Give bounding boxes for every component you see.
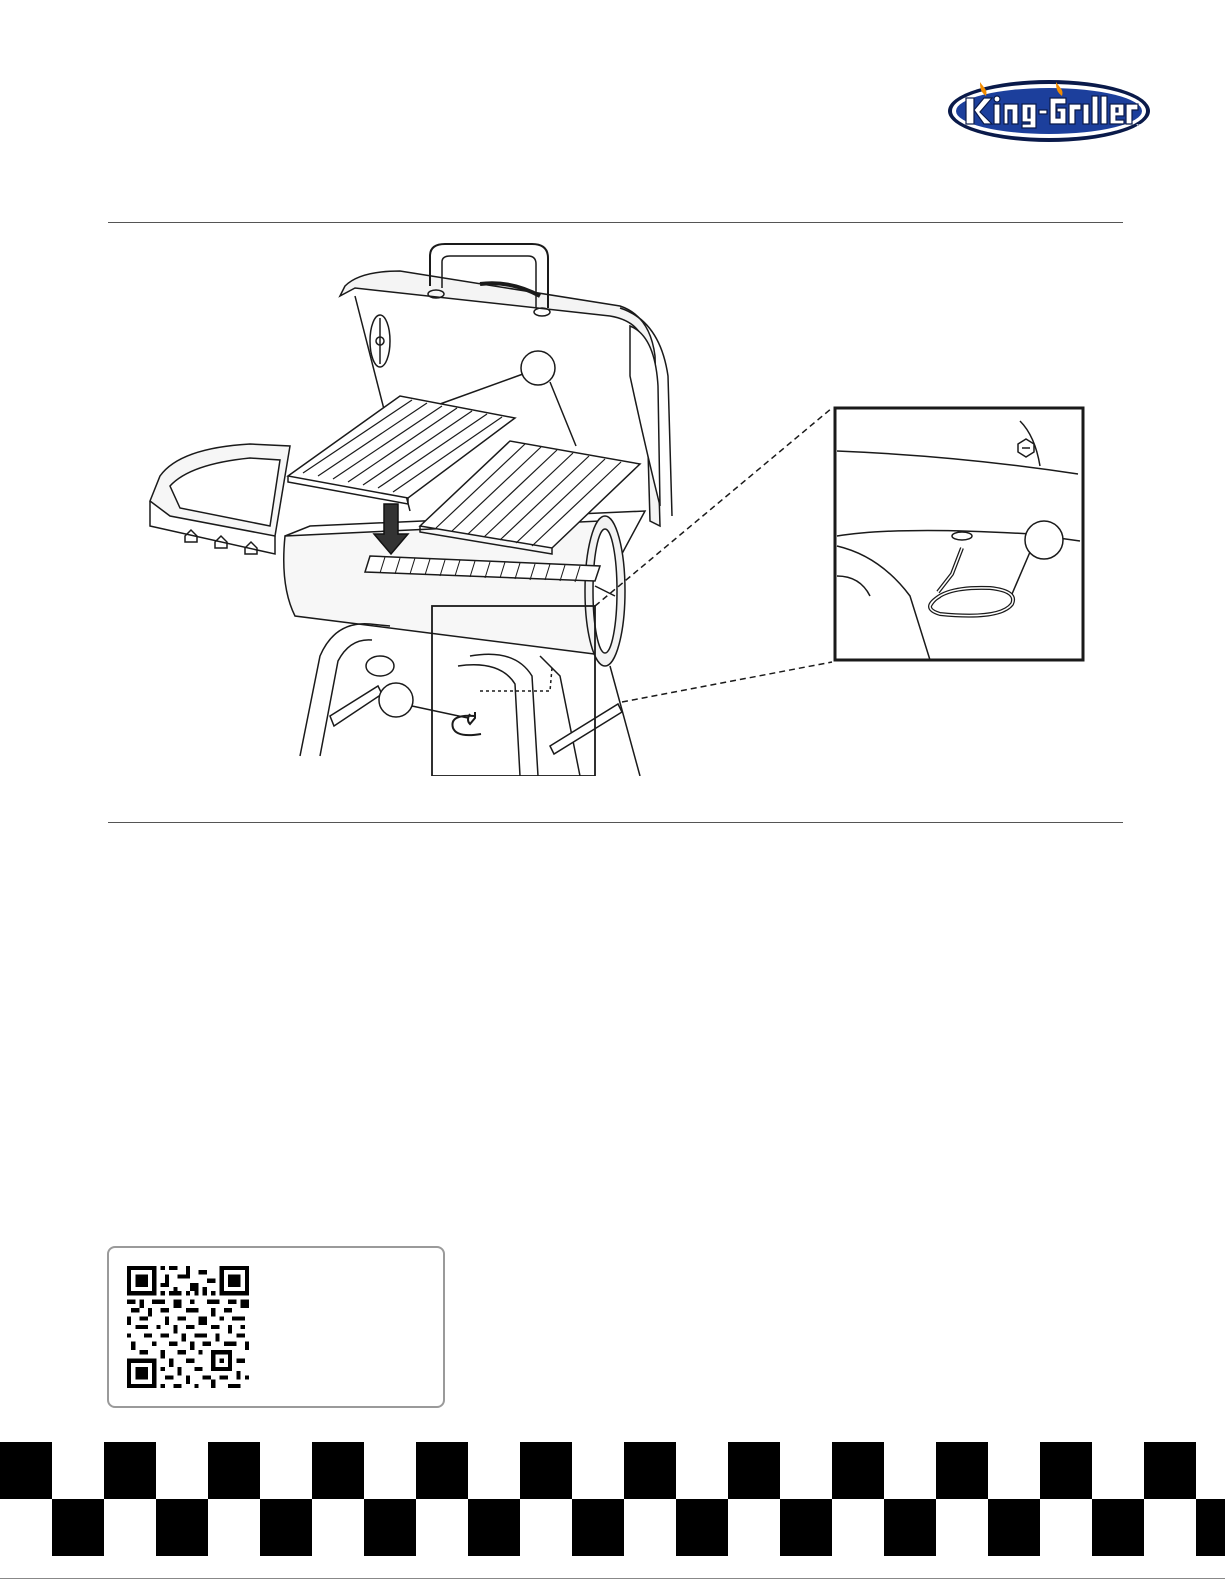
- checker-square: [364, 1499, 416, 1556]
- checker-square: [624, 1499, 676, 1556]
- checker-square: [988, 1442, 1040, 1499]
- checker-square: [936, 1442, 988, 1499]
- checker-square: [884, 1442, 936, 1499]
- checker-square: [884, 1499, 936, 1556]
- checker-square: [832, 1499, 884, 1556]
- checker-square: [1196, 1499, 1225, 1556]
- checker-square: [780, 1442, 832, 1499]
- checker-square: [572, 1499, 624, 1556]
- checker-square: [52, 1442, 104, 1499]
- qr-code-icon[interactable]: [127, 1266, 249, 1388]
- checker-square: [364, 1442, 416, 1499]
- page-bottom-line: [0, 1578, 1225, 1579]
- checker-square: [52, 1499, 104, 1556]
- checker-square: [1092, 1499, 1144, 1556]
- checker-square: [208, 1442, 260, 1499]
- checkerboard-footer: [0, 1442, 1225, 1556]
- checker-square: [312, 1442, 364, 1499]
- checker-square: [156, 1499, 208, 1556]
- checker-square: [572, 1442, 624, 1499]
- checker-square: [728, 1442, 780, 1499]
- checker-square: [416, 1499, 468, 1556]
- checker-square: [468, 1499, 520, 1556]
- checker-square: [832, 1442, 884, 1499]
- checker-square: [780, 1499, 832, 1556]
- checker-square: [1092, 1442, 1144, 1499]
- checker-square: [624, 1442, 676, 1499]
- checker-square: [1144, 1442, 1196, 1499]
- grill-assembly-diagram: [140, 236, 1120, 776]
- checker-square: [520, 1499, 572, 1556]
- bottom-divider: [108, 822, 1123, 823]
- checker-square: [416, 1442, 468, 1499]
- checker-square: [1196, 1442, 1225, 1499]
- checker-square: [988, 1499, 1040, 1556]
- checker-square: [312, 1499, 364, 1556]
- checker-square: [728, 1499, 780, 1556]
- checker-square: [676, 1499, 728, 1556]
- svg-text:TM: TM: [1136, 124, 1144, 130]
- checker-square: [468, 1442, 520, 1499]
- checker-square: [676, 1442, 728, 1499]
- checker-square: [1040, 1442, 1092, 1499]
- checker-square: [260, 1499, 312, 1556]
- checker-square: [0, 1442, 52, 1499]
- checker-square: [260, 1442, 312, 1499]
- brand-logo: [946, 76, 1152, 146]
- qr-code-box: [107, 1246, 445, 1408]
- checker-square: [156, 1442, 208, 1499]
- checker-square: [208, 1499, 260, 1556]
- top-divider: [108, 222, 1123, 223]
- checker-square: [1040, 1499, 1092, 1556]
- checker-square: [520, 1442, 572, 1499]
- checker-square: [104, 1442, 156, 1499]
- checker-square: [104, 1499, 156, 1556]
- checker-square: [0, 1499, 52, 1556]
- checker-square: [1144, 1499, 1196, 1556]
- checker-square: [936, 1499, 988, 1556]
